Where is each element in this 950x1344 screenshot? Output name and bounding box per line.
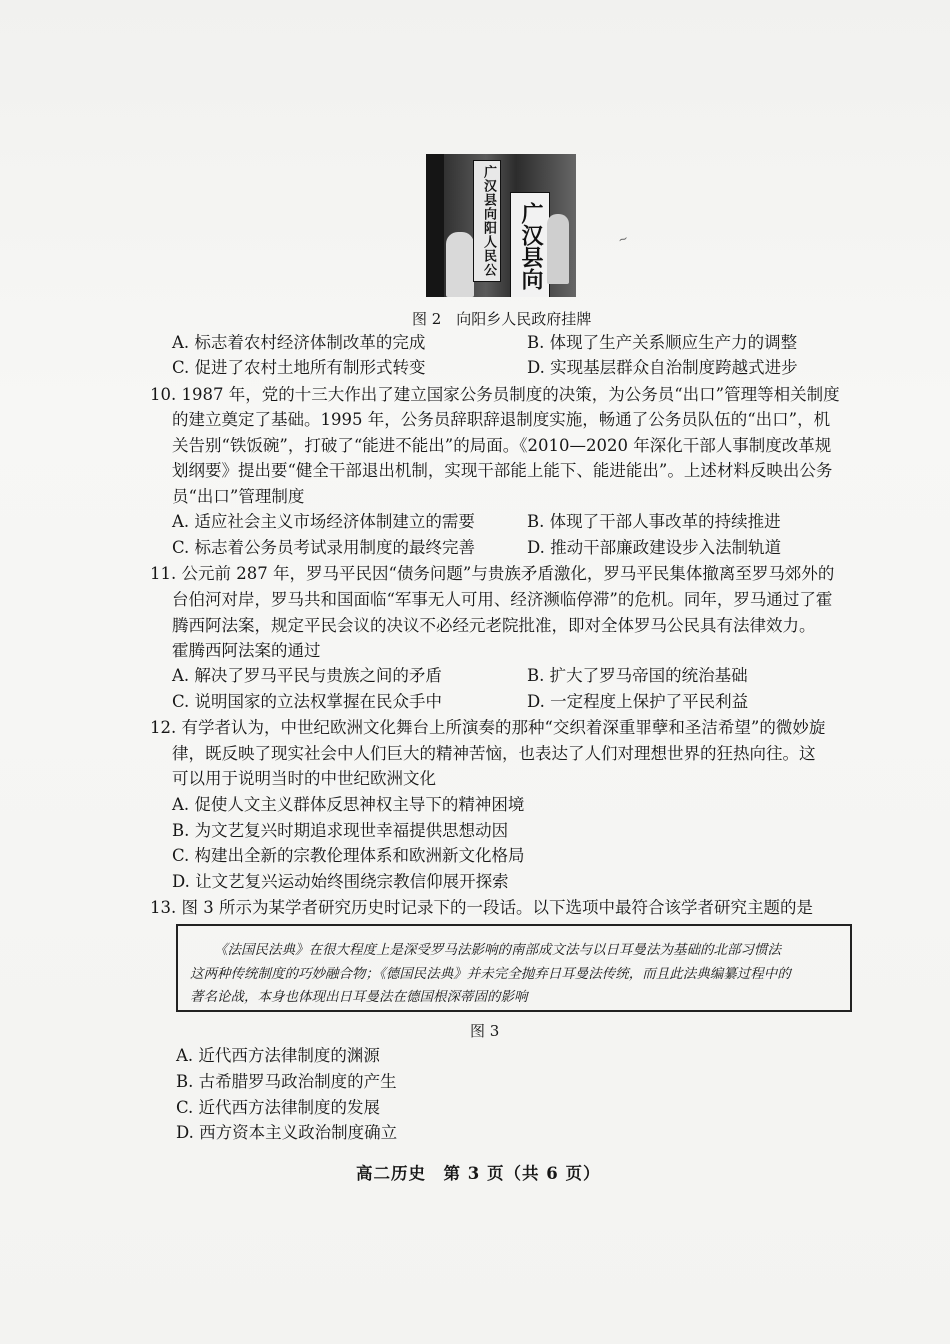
- q12-option-c: C. 构建出全新的宗教伦理体系和欧洲新文化格局: [172, 846, 525, 865]
- q12-stem-line2: 律，既反映了现实社会中人们巨大的精神苦恼，也表达了人们对理想世界的狂热向往。这: [172, 744, 816, 763]
- figure3-quote-box: [176, 924, 852, 1012]
- q9-option-a: A. 标志着农村经济体制改革的完成: [172, 333, 426, 352]
- q9-option-d: D. 实现基层群众自治制度跨越式进步: [527, 358, 798, 377]
- q11-stem-line3: 腾西阿法案，规定平民会议的决议不必经元老院批准，即对全体罗马公民具有法律效力。: [172, 616, 816, 635]
- photo-doorway: [426, 154, 444, 297]
- q13-stem: 13. 图 3 所示为某学者研究历史时记录下的一段话。以下选项中最符合该学者研究主题的是: [150, 898, 813, 917]
- q13-option-c: C. 近代西方法律制度的发展: [176, 1098, 381, 1117]
- q13-option-d: D. 西方资本主义政治制度确立: [176, 1123, 398, 1142]
- q13-option-a: A. 近代西方法律制度的渊源: [176, 1046, 380, 1065]
- q10-option-b: B. 体现了干部人事改革的持续推进: [527, 512, 781, 531]
- q12-stem-line3: 可以用于说明当时的中世纪欧洲文化: [172, 769, 436, 788]
- stray-mark: ~: [615, 230, 631, 248]
- q11-option-d: D. 一定程度上保护了平民利益: [527, 692, 749, 711]
- q12-option-a: A. 促使人文主义群体反思神权主导下的精神困境: [172, 795, 525, 814]
- banner-small-sign: 广汉县向阳人民公: [473, 160, 501, 282]
- q11-option-b: B. 扩大了罗马帝国的统治基础: [527, 666, 748, 685]
- q10-option-a: A. 适应社会主义市场经济体制建立的需要: [172, 512, 475, 531]
- q10-option-d: D. 推动干部廉政建设步入法制轨道: [527, 538, 782, 557]
- q10-stem-line2: 的建立奠定了基础。1995 年，公务员辞职辞退制度实施，畅通了公务员队伍的“出口”，机: [172, 410, 831, 429]
- q12-stem-line1: 12. 有学者认为，中世纪欧洲文化舞台上所演奏的那种“交织着深重罪孽和圣洁希望”的微妙旋: [150, 718, 826, 737]
- q10-stem-line3: 关告别“铁饭碗”，打破了“能进不能出”的局面。《2010—2020 年深化干部人事制度改革规: [172, 436, 832, 455]
- photo-person-right: [547, 214, 569, 284]
- q11-stem-line2: 台伯河对岸，罗马共和国面临“军事无人可用、经济濒临停滞”的危机。同年，罗马通过了霍: [172, 590, 833, 609]
- q12-option-d: D. 让文艺复兴运动始终围绕宗教信仰展开探索: [172, 872, 509, 891]
- banner-large-sign: 广汉县向: [510, 192, 550, 297]
- q10-stem-line1: 10. 1987 年，党的十三大作出了建立国家公务员制度的决策，为公务员“出口”管理等相关制度: [150, 385, 840, 404]
- q11-option-c: C. 说明国家的立法权掌握在民众手中: [172, 692, 443, 711]
- quote-line-3: 著名论战，本身也体现出日耳曼法在德国根深蒂固的影响: [190, 989, 528, 1005]
- figure2-photo: [426, 154, 576, 297]
- page-footer: 高二历史 第 3 页（共 6 页）: [356, 1164, 601, 1183]
- q10-stem-line4: 划纲要》提出要“健全干部退出机制，实现干部能上能下、能进能出”。上述材料反映出公务: [172, 461, 833, 480]
- q11-stem-line4: 霍腾西阿法案的通过: [172, 641, 321, 660]
- q10-option-c: C. 标志着公务员考试录用制度的最终完善: [172, 538, 476, 557]
- q10-stem-line5: 员“出口”管理制度: [172, 487, 305, 506]
- figure3-caption: 图 3: [470, 1022, 500, 1040]
- q12-option-b: B. 为文艺复兴时期追求现世幸福提供思想动因: [172, 821, 509, 840]
- q11-option-a: A. 解决了罗马平民与贵族之间的矛盾: [172, 666, 442, 685]
- quote-line-1: 《法国民法典》在很大程度上是深受罗马法影响的南部成文法与以日耳曼法为基础的北部习惯法: [214, 942, 781, 958]
- q13-option-b: B. 古希腊罗马政治制度的产生: [176, 1072, 397, 1091]
- q9-option-b: B. 体现了生产关系顺应生产力的调整: [527, 333, 798, 352]
- quote-line-2: 这两种传统制度的巧妙融合物；《德国民法典》并未完全抛弃日耳曼法传统，而且此法典编纂过程中的: [190, 966, 791, 982]
- q11-stem-line1: 11. 公元前 287 年，罗马平民因“债务问题”与贵族矛盾激化，罗马平民集体撤离至罗马郊外的: [150, 564, 835, 583]
- q9-option-c: C. 促进了农村土地所有制形式转变: [172, 358, 426, 377]
- photo-person-left: [446, 232, 474, 297]
- figure2-caption: 图 2 向阳乡人民政府挂牌: [412, 310, 592, 328]
